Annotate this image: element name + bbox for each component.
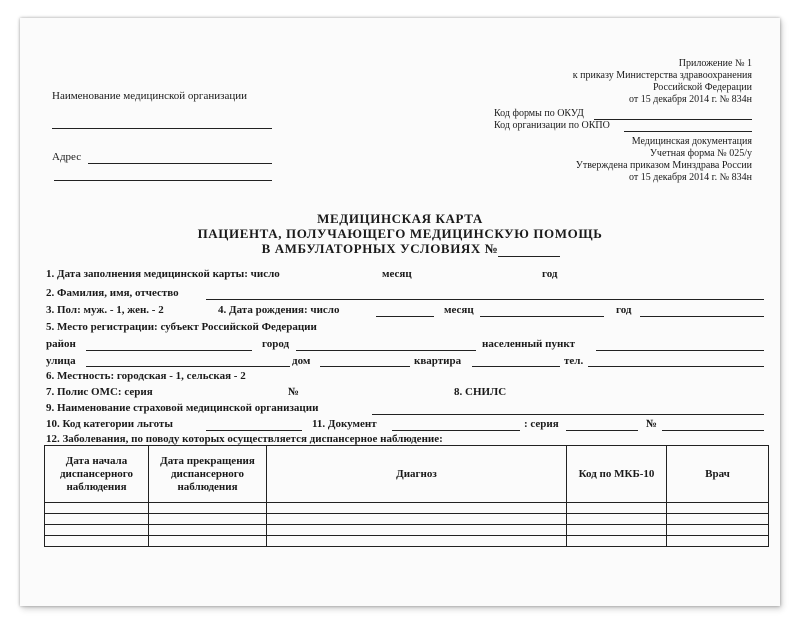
table-cell[interactable] xyxy=(45,514,149,525)
header-doctor: Врач xyxy=(667,446,769,503)
table-row xyxy=(45,525,769,536)
table-cell[interactable] xyxy=(567,514,667,525)
form-sheet xyxy=(20,18,780,606)
header-start-date: Дата начала диспансерного наблюдения xyxy=(45,446,149,503)
doc-line-4: от 15 декабря 2014 г. № 834н xyxy=(629,172,752,183)
table-cell[interactable] xyxy=(149,536,267,547)
insurance-line[interactable] xyxy=(372,414,764,415)
phone-line[interactable] xyxy=(588,366,764,367)
field-phone-label: тел. xyxy=(564,355,584,367)
appendix-line-2: к приказу Министерства здравоохранения xyxy=(572,70,752,81)
field-fill-year-label: год xyxy=(542,268,558,280)
field-locality-label: населенный пункт xyxy=(482,338,576,350)
field-oms-number-sign: № xyxy=(288,386,300,398)
card-number-line[interactable] xyxy=(498,256,560,257)
address-line-2[interactable] xyxy=(54,180,272,181)
header-end-date: Дата прекращения диспансерного наблюдения xyxy=(149,446,267,503)
birth-day-line[interactable] xyxy=(376,316,434,317)
table-cell[interactable] xyxy=(45,525,149,536)
field-birth-year-label: год xyxy=(616,304,632,316)
org-name-line[interactable] xyxy=(52,128,272,129)
field-registration-label: 5. Место регистрации: субъект Российской Федерации xyxy=(46,321,317,333)
title-line-2: ПАЦИЕНТА, ПОЛУЧАЮЩЕГО МЕДИЦИНСКУЮ ПОМОЩЬ xyxy=(197,226,603,241)
field-city-label: город xyxy=(262,338,290,350)
table-cell[interactable] xyxy=(149,503,267,514)
address-label: Адрес xyxy=(52,151,82,163)
table-cell[interactable] xyxy=(667,536,769,547)
field-district-label: район xyxy=(46,338,76,350)
document-line[interactable] xyxy=(392,430,520,431)
okpo-line[interactable] xyxy=(624,131,752,132)
header-icd10-code: Код по МКБ-10 xyxy=(567,446,667,503)
field-snils-label: 8. СНИЛС xyxy=(454,386,507,398)
table-cell[interactable] xyxy=(149,525,267,536)
field-sex-label: 3. Пол: муж. - 1, жен. - 2 xyxy=(46,304,164,316)
fullname-line[interactable] xyxy=(206,299,764,300)
table-cell[interactable] xyxy=(45,503,149,514)
table-cell[interactable] xyxy=(567,525,667,536)
field-apartment-label: квартира xyxy=(414,355,462,367)
okud-line[interactable] xyxy=(594,119,752,120)
appendix-line-4: от 15 декабря 2014 г. № 834н xyxy=(629,94,752,105)
table-cell[interactable] xyxy=(567,536,667,547)
locality-line[interactable] xyxy=(596,350,764,351)
table-cell[interactable] xyxy=(267,503,567,514)
doc-number-line[interactable] xyxy=(662,430,764,431)
city-line[interactable] xyxy=(296,350,476,351)
table-cell[interactable] xyxy=(567,503,667,514)
title-line-3: В АМБУЛАТОРНЫХ УСЛОВИЯХ № xyxy=(261,241,499,256)
field-oms-label: 7. Полис ОМС: серия xyxy=(46,386,153,398)
table-cell[interactable] xyxy=(149,514,267,525)
table-cell[interactable] xyxy=(267,525,567,536)
field-fullname-label: 2. Фамилия, имя, отчество xyxy=(46,287,179,299)
table-cell[interactable] xyxy=(667,525,769,536)
table-cell[interactable] xyxy=(267,514,567,525)
field-locality-type-label: 6. Местность: городская - 1, сельская - 2 xyxy=(46,370,246,382)
address-line-1[interactable] xyxy=(88,163,272,164)
field-diseases-label: 12. Заболевания, по поводу которых осуществляется диспансерное наблюдение: xyxy=(46,433,443,445)
title-line-1: МЕДИЦИНСКАЯ КАРТА xyxy=(317,211,483,226)
doc-line-3: Утверждена приказом Минздрава России xyxy=(575,160,752,171)
field-street-label: улица xyxy=(46,355,76,367)
table-row xyxy=(45,503,769,514)
field-fill-month-label: месяц xyxy=(382,268,412,280)
field-insurance-label: 9. Наименование страховой медицинской организации xyxy=(46,402,319,414)
field-fill-date-label: 1. Дата заполнения медицинской карты: число xyxy=(46,268,280,280)
field-benefit-label: 10. Код категории льготы xyxy=(46,418,173,430)
field-doc-series-label: : серия xyxy=(524,418,559,430)
field-birthdate-label: 4. Дата рождения: число xyxy=(218,304,340,316)
birth-month-line[interactable] xyxy=(480,316,604,317)
district-line[interactable] xyxy=(86,350,252,351)
table-row xyxy=(45,514,769,525)
field-doc-number-sign: № xyxy=(646,418,658,430)
doc-series-line[interactable] xyxy=(566,430,638,431)
field-birth-month-label: месяц xyxy=(444,304,474,316)
okpo-label: Код организации по ОКПО xyxy=(494,120,610,131)
house-line[interactable] xyxy=(320,366,410,367)
okud-label: Код формы по ОКУД xyxy=(494,108,584,119)
table-header-row xyxy=(45,446,769,503)
doc-line-2: Учетная форма № 025/у xyxy=(649,148,752,159)
benefit-line[interactable] xyxy=(206,430,302,431)
doc-line-1: Медицинская документация xyxy=(631,136,752,147)
apartment-line[interactable] xyxy=(472,366,560,367)
field-document-label: 11. Документ xyxy=(312,418,377,430)
appendix-line-3: Российской Федерации xyxy=(652,82,752,93)
org-name-label: Наименование медицинской организации xyxy=(52,90,247,102)
table-cell[interactable] xyxy=(45,536,149,547)
table-cell[interactable] xyxy=(667,514,769,525)
dispensary-table xyxy=(44,445,769,547)
street-line[interactable] xyxy=(86,366,290,367)
table-row xyxy=(45,536,769,547)
field-house-label: дом xyxy=(292,355,311,367)
birth-year-line[interactable] xyxy=(640,316,764,317)
header-diagnosis: Диагноз xyxy=(267,446,567,503)
appendix-line-1: Приложение № 1 xyxy=(678,58,752,69)
table-cell[interactable] xyxy=(667,503,769,514)
table-cell[interactable] xyxy=(267,536,567,547)
